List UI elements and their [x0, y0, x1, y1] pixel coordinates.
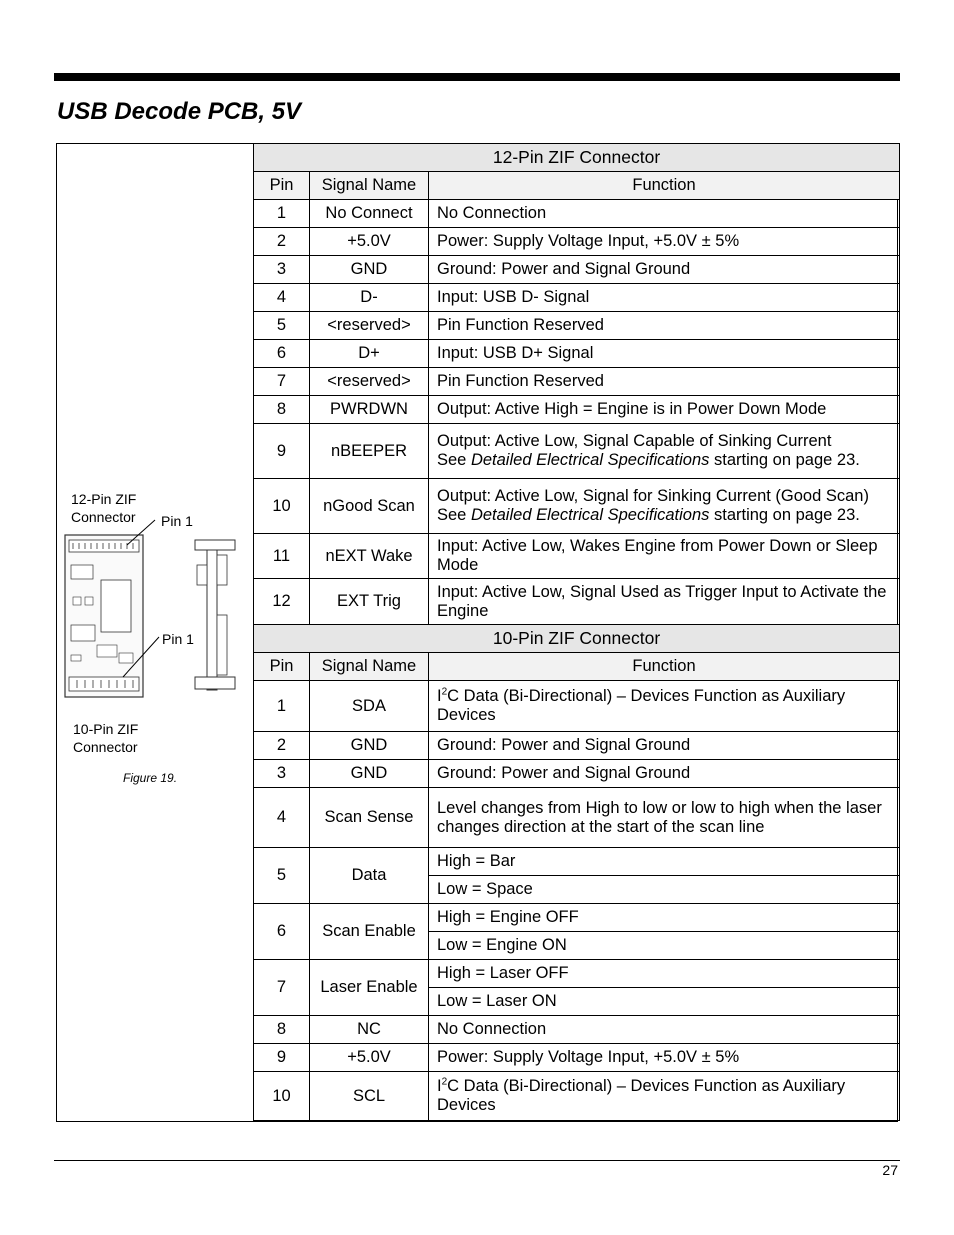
signal-cell: GND: [310, 256, 429, 284]
label-pin1-bottom: Pin 1: [162, 631, 194, 647]
table-row: [254, 960, 900, 988]
table-row: [254, 848, 900, 876]
table-row: [254, 904, 900, 932]
page-reference: starting on page 23.: [709, 506, 860, 524]
function-cell: Output: Active High = Engine is in Power Down Mode: [429, 396, 900, 424]
table-row: [254, 479, 900, 534]
pin-cell: 8: [254, 1016, 310, 1044]
function-prefix: I: [437, 687, 442, 705]
pin-cell: 8: [254, 396, 310, 424]
col-header-pin: Pin: [254, 653, 310, 681]
spec-reference: Detailed Electrical Specifications: [470, 506, 710, 524]
signal-cell: EXT Trig: [310, 579, 429, 625]
signal-cell: <reserved>: [310, 368, 429, 396]
signal-cell: Data: [310, 848, 429, 904]
table-row: [254, 396, 900, 424]
function-cell: No Connection: [429, 200, 900, 228]
table-row: [254, 312, 900, 340]
function-cell: Pin Function Reserved: [429, 312, 900, 340]
pin-cell: 7: [254, 960, 310, 1016]
function-text: C Data (Bi-Directional) – Devices Function as Auxiliary Devices: [437, 1077, 846, 1114]
function-cell: High = Laser OFF: [429, 960, 900, 988]
signal-cell: SDA: [310, 681, 429, 732]
function-cell: Pin Function Reserved: [429, 368, 900, 396]
function-text: Output: Active Low, Signal for Sinking Current (Good Scan): [437, 487, 869, 505]
bottom-rule: [54, 1160, 900, 1161]
signal-cell: PWRDWN: [310, 396, 429, 424]
signal-cell: nGood Scan: [310, 479, 429, 534]
pin-cell: 1: [254, 200, 310, 228]
function-superscript: 2: [441, 686, 448, 698]
table-row: [254, 368, 900, 396]
label-10pin-line1: 10-Pin ZIF: [73, 721, 139, 737]
table-row: [254, 681, 900, 732]
function-cell: High = Bar: [429, 848, 900, 876]
col-header-function: Function: [429, 653, 900, 681]
pin-cell: 10: [254, 1072, 310, 1121]
signal-cell: <reserved>: [310, 312, 429, 340]
table-row: [254, 424, 900, 479]
top-rule: [54, 73, 900, 81]
pin-cell: 9: [254, 424, 310, 479]
col-header-signal: Signal Name: [310, 653, 429, 681]
pin-cell: 3: [254, 760, 310, 788]
col-header-pin: Pin: [254, 172, 310, 200]
page-reference: starting on page 23.: [709, 451, 860, 469]
function-cell: [429, 424, 900, 479]
function-cell: [429, 479, 900, 534]
function-cell: Low = Laser ON: [429, 988, 900, 1016]
function-cell: Low = Space: [429, 876, 900, 904]
table-section-header: [254, 144, 900, 172]
pin-cell: 5: [254, 848, 310, 904]
signal-cell: Laser Enable: [310, 960, 429, 1016]
section-title-10pin: 10-Pin ZIF Connector: [254, 625, 900, 653]
signal-cell: D-: [310, 284, 429, 312]
table-row: [254, 1072, 900, 1121]
function-text: C Data (Bi-Directional) – Devices Function as Auxiliary Devices: [437, 687, 846, 724]
label-12pin-line2: Connector: [71, 509, 136, 525]
table-row: [254, 256, 900, 284]
content-frame: [56, 143, 898, 1122]
figure-column: [57, 144, 253, 1121]
signal-cell: +5.0V: [310, 228, 429, 256]
function-cell: High = Engine OFF: [429, 904, 900, 932]
pin-cell: 4: [254, 284, 310, 312]
page-number: 27: [882, 1162, 898, 1178]
table-row: [254, 788, 900, 848]
function-cell: No Connection: [429, 1016, 900, 1044]
function-prefix: I: [437, 1077, 442, 1095]
table-section-header: [254, 625, 900, 653]
see-text: See: [437, 451, 471, 469]
function-text: Output: Active Low, Signal Capable of Sinking Current: [437, 432, 832, 450]
signal-cell: SCL: [310, 1072, 429, 1121]
spec-reference: Detailed Electrical Specifications: [470, 451, 710, 469]
col-header-function: Function: [429, 172, 900, 200]
signal-cell: GND: [310, 760, 429, 788]
pin-cell: 6: [254, 340, 310, 368]
table-row: [254, 228, 900, 256]
page-title: USB Decode PCB, 5V: [57, 98, 302, 125]
table-row: [254, 284, 900, 312]
signal-cell: NC: [310, 1016, 429, 1044]
function-cell: Input: USB D- Signal: [429, 284, 900, 312]
table-row: [254, 534, 900, 579]
pin-cell: 4: [254, 788, 310, 848]
table-row: [254, 200, 900, 228]
table-column-headers: [254, 172, 900, 200]
pin-cell: 9: [254, 1044, 310, 1072]
label-10pin-line2: Connector: [73, 739, 138, 755]
signal-cell: nEXT Wake: [310, 534, 429, 579]
function-superscript: 2: [441, 1076, 448, 1088]
pin-cell: 5: [254, 312, 310, 340]
function-cell: Input: Active Low, Signal Used as Trigger Input to Activate the Engine: [429, 579, 900, 625]
signal-cell: No Connect: [310, 200, 429, 228]
see-text: See: [437, 506, 471, 524]
section-title-12pin: 12-Pin ZIF Connector: [254, 144, 900, 172]
function-cell: Low = Engine ON: [429, 932, 900, 960]
function-cell: [429, 681, 900, 732]
signal-cell: +5.0V: [310, 1044, 429, 1072]
pin-cell: 11: [254, 534, 310, 579]
pin-cell: 2: [254, 732, 310, 760]
table-row: [254, 732, 900, 760]
function-cell: Ground: Power and Signal Ground: [429, 760, 900, 788]
pin-cell: 12: [254, 579, 310, 625]
pin-table: [253, 143, 900, 1121]
pin-cell: 7: [254, 368, 310, 396]
label-pin1-top: Pin 1: [161, 513, 193, 529]
pin-cell: 1: [254, 681, 310, 732]
table-row: [254, 1044, 900, 1072]
figure-caption: Figure 19.: [123, 771, 178, 785]
signal-cell: nBEEPER: [310, 424, 429, 479]
pin-cell: 10: [254, 479, 310, 534]
signal-cell: Scan Enable: [310, 904, 429, 960]
function-cell: Input: Active Low, Wakes Engine from Power Down or Sleep Mode: [429, 534, 900, 579]
pin-cell: 3: [254, 256, 310, 284]
pin-cell: 6: [254, 904, 310, 960]
function-cell: Power: Supply Voltage Input, +5.0V ± 5%: [429, 1044, 900, 1072]
function-cell: Ground: Power and Signal Ground: [429, 732, 900, 760]
table-row: [254, 760, 900, 788]
function-cell: Level changes from High to low or low to high when the laser changes direction at the start of the scan line: [429, 788, 900, 848]
pcb-figure: [57, 465, 247, 765]
table-column-headers: [254, 653, 900, 681]
table-row: [254, 340, 900, 368]
function-cell: Input: USB D+ Signal: [429, 340, 900, 368]
pin-cell: 2: [254, 228, 310, 256]
function-cell: Ground: Power and Signal Ground: [429, 256, 900, 284]
signal-cell: D+: [310, 340, 429, 368]
label-12pin-line1: 12-Pin ZIF: [71, 491, 137, 507]
function-cell: Power: Supply Voltage Input, +5.0V ± 5%: [429, 228, 900, 256]
signal-cell: Scan Sense: [310, 788, 429, 848]
table-row: [254, 579, 900, 625]
signal-cell: GND: [310, 732, 429, 760]
col-header-signal: Signal Name: [310, 172, 429, 200]
function-cell: [429, 1072, 900, 1121]
table-row: [254, 1016, 900, 1044]
